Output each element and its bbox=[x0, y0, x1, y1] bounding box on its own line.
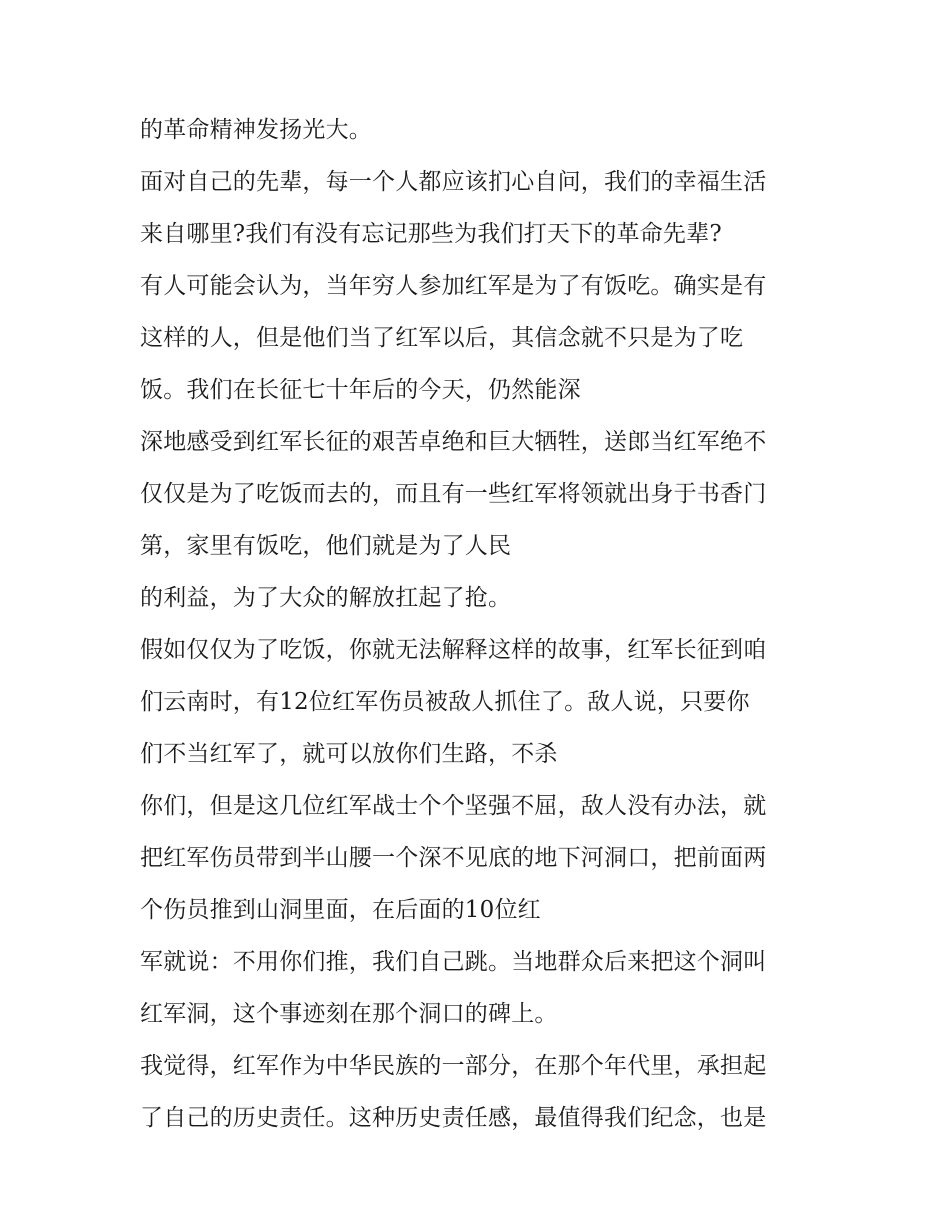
text-line: 把红军伤员带到半山腰一个深不见底的地下河洞口，把前面两 bbox=[140, 845, 767, 871]
text-line: 假如仅仅为了吃饭，你就无法解释这样的故事，红军长征到咱 bbox=[140, 637, 767, 663]
text-line: 第，家里有饭吃，他们就是为了人民 bbox=[140, 533, 512, 559]
document-body bbox=[140, 104, 830, 1144]
text-line: 你们，但是这几位红军战士个个坚强不屈，敌人没有办法，就 bbox=[140, 793, 767, 819]
text-line: 仅仅是为了吃饭而去的，而且有一些红军将领就出身于书香门 bbox=[140, 481, 767, 507]
text-line: 有人可能会认为，当年穷人参加红军是为了有饭吃。确实是有 bbox=[140, 273, 767, 299]
text-line: 红军洞，这个事迹刻在那个洞口的碑上。 bbox=[140, 1001, 558, 1027]
text-line: 了自己的历史责任。这种历史责任感，最值得我们纪念，也是 bbox=[140, 1105, 767, 1131]
text-line: 们不当红军了，就可以放你们生路，不杀 bbox=[140, 741, 558, 767]
text-line: 的利益，为了大众的解放扛起了抢。 bbox=[140, 585, 512, 611]
text-line: 这样的人，但是他们当了红军以后，其信念就不只是为了吃 bbox=[140, 325, 744, 351]
text-line: 的革命精神发扬光大。 bbox=[140, 117, 372, 143]
text-line: 来自哪里?我们有没有忘记那些为我们打天下的革命先辈? bbox=[140, 221, 722, 247]
text-line: 面对自己的先辈，每一个人都应该扪心自问，我们的幸福生活 bbox=[140, 169, 767, 195]
text-line: 深地感受到红军长征的艰苦卓绝和巨大牺牲，送郎当红军绝不 bbox=[140, 429, 767, 455]
text-line: 个伤员推到山洞里面，在后面的10位红 bbox=[140, 897, 541, 923]
text-line: 军就说：不用你们推，我们自己跳。当地群众后来把这个洞叫 bbox=[140, 949, 767, 975]
text-line: 们云南时，有12位红军伤员被敌人抓住了。敌人说，只要你 bbox=[140, 689, 750, 715]
text-line: 饭。我们在长征七十年后的今天，仍然能深 bbox=[140, 377, 581, 403]
text-line: 我觉得，红军作为中华民族的一部分，在那个年代里，承担起 bbox=[140, 1053, 767, 1079]
